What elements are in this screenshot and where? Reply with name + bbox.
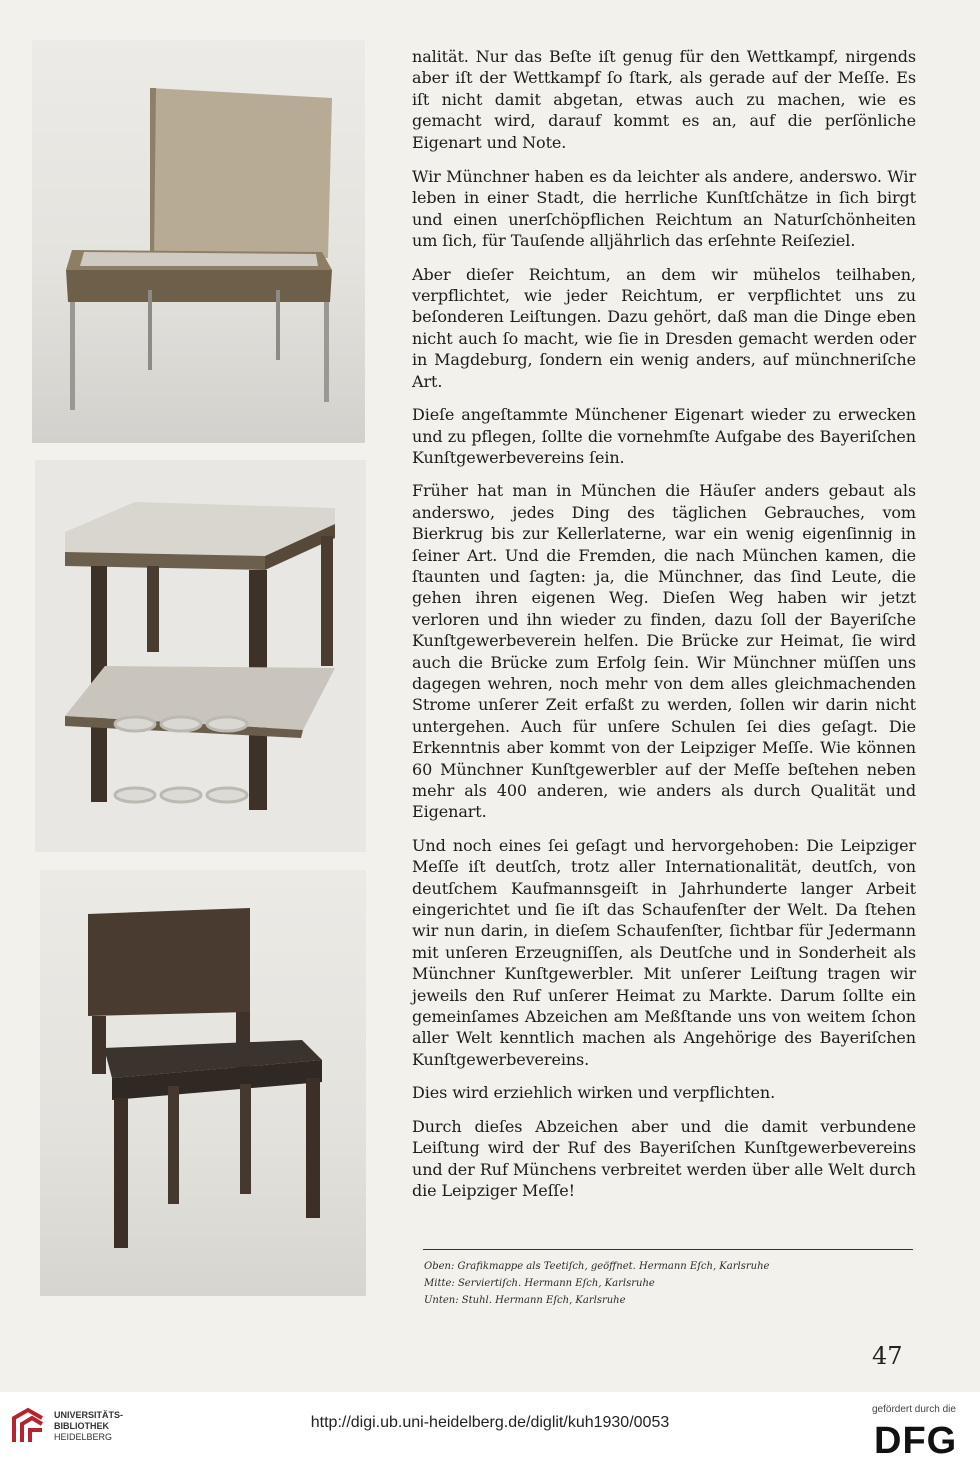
source-url-link[interactable]: http://digi.ub.uni-heidelberg.de/diglit/kuh1930/0053 xyxy=(310,1414,670,1431)
university-name-line: BIBLIOTHEK xyxy=(54,1421,109,1431)
article-paragraph: Dieſe angeſtammte Münchener Eigenart wieder zu erwecken und zu pflegen, ſollte die vornehmſte Aufgabe des Bayeriſchen Kunſtgewerbevereins ſein. xyxy=(412,405,916,467)
tea-table-illustration xyxy=(32,40,365,443)
article-paragraph: Durch dieſes Abzeichen aber und die damit verbundene Leiſtung wird der Ruf des Bayeriſchen Kunſtgewerbevereins und der Ruf Münchens verbreitet werden über alle Welt durch die Leipziger Meſſe! xyxy=(412,1116,916,1200)
photo-folding-tea-table xyxy=(32,40,365,443)
caption-top: Oben: Grafikmappe als Teetiſch, geöffnet. Hermann Eſch, Karlsruhe xyxy=(424,1261,770,1272)
article-paragraph: Dies wird erziehlich wirken und verpflichten. xyxy=(412,1083,776,1103)
dfg-logo[interactable]: DFG xyxy=(874,1420,958,1462)
university-name-line: UNIVERSITÄTS- xyxy=(54,1410,124,1420)
article-paragraph: Früher hat man in München die Häuſer anders gebaut als anderswo, jedes Ding des täglichen Gebrauches, vom Bierkrug bis zur Kellerlaterne, war ein wenig eigenſinnig in ſeiner Art. Und die Fremden, die nach München kamen, die ſtaunten und ſagten: ja, die Münchner, das ſind Leute, die gehen ihren eigenen Weg. Dieſen Weg haben wir jetzt verloren und ihn wieder zu finden, dazu ſoll der Bayeriſche Kunſtgewerbeverein helfen. Die Brücke zur Heimat, ſie wird auch die Brücke zum Erfolg ſein. Wir Münchner müſſen uns dagegen wehren, noch mehr von dem alles gleichmachenden Strome unſerer Zeit erfaßt zu werden, ſollen wir darin nicht untergehen. Auch für unſere Schulen ſei dies geſagt. Die Erkenntnis aber kommt von der Leipziger Meſſe. Wie können 60 Münchner Kunſtgewerbler auf der Meſſe beſtehen neben mehr als 400 anderen, wie anders als durch Qualität und Eigenart. xyxy=(412,481,916,822)
photo-captions xyxy=(424,1258,914,1309)
digitization-footer xyxy=(0,1392,980,1466)
article-paragraph: Aber dieſer Reichtum, an dem wir mühelos teilhaben, verpflichtet, wie jeder Reichtum, er verpflichtet uns zu beſonderen Leiſtungen. Dazu gehört, daß man die Dinge eben nicht auch ſo macht, wie ſie in Dresden gemacht werden oder in Magdeburg, ſondern ein wenig anders, auf münchneriſche Art. xyxy=(412,264,916,391)
caption-divider xyxy=(423,1249,913,1250)
photo-chair xyxy=(40,870,366,1296)
article-text xyxy=(412,46,916,1213)
article-paragraph: Und noch eines ſei geſagt und hervorgehoben: Die Leipziger Meſſe iſt deutſch, trotz aller Internationalität, deutſch, von deutſchem Kaufmannsgeiſt in Jahrhunderte langer Arbeit eingerichtet und ſie iſt das Schaufenſter der Welt. Da ſtehen wir nun darin, in dieſem Schaufenſter, ſichtbar für Jedermann mit unſeren Erzeugniſſen, als Deutſche und in Sonderheit als Münchner Kunſtgewerbler. Mit unſerer Leiſtung tragen wir jeweils den Ruf unſerer Heimat zu Markte. Darum ſollte ein gemeinſames Abzeichen am Meßſtande uns von weitem ſchon aller Welt kenntlich machen als Angehörige des Bayeriſchen Kunſtgewerbevereins. xyxy=(412,835,916,1069)
photo-serving-table xyxy=(35,460,366,852)
caption-bottom: Unten: Stuhl. Hermann Eſch, Karlsruhe xyxy=(424,1295,626,1306)
page-number: 47 xyxy=(872,1342,903,1370)
serving-table-illustration xyxy=(35,460,366,852)
chair-illustration xyxy=(40,870,366,1296)
article-paragraph: Wir Münchner haben es da leichter als andere, anderswo. Wir leben in einer Stadt, die herrliche Kunſtſchätze in ſich birgt und einen unerſchöpflichen Reichtum an Naturſchönheiten um ſich, für Tauſende alljährlich das erſehnte Reiſeziel. xyxy=(412,167,916,251)
article-paragraph: nalität. Nur das Beſte iſt genug für den Wettkampf, nirgends aber iſt der Wettkampf ſo ſtark, als gerade auf der Meſſe. Es iſt nicht damit abgetan, etwas auch zu machen, wie es gemacht wird, darauf kommt es an, auf die perſönliche Eigenart und Note. xyxy=(412,47,916,152)
caption-middle: Mitte: Serviertiſch. Hermann Eſch, Karlsruhe xyxy=(424,1278,655,1289)
university-name-line: HEIDELBERG xyxy=(54,1432,113,1442)
sponsor-text: gefördert durch die xyxy=(872,1404,956,1415)
